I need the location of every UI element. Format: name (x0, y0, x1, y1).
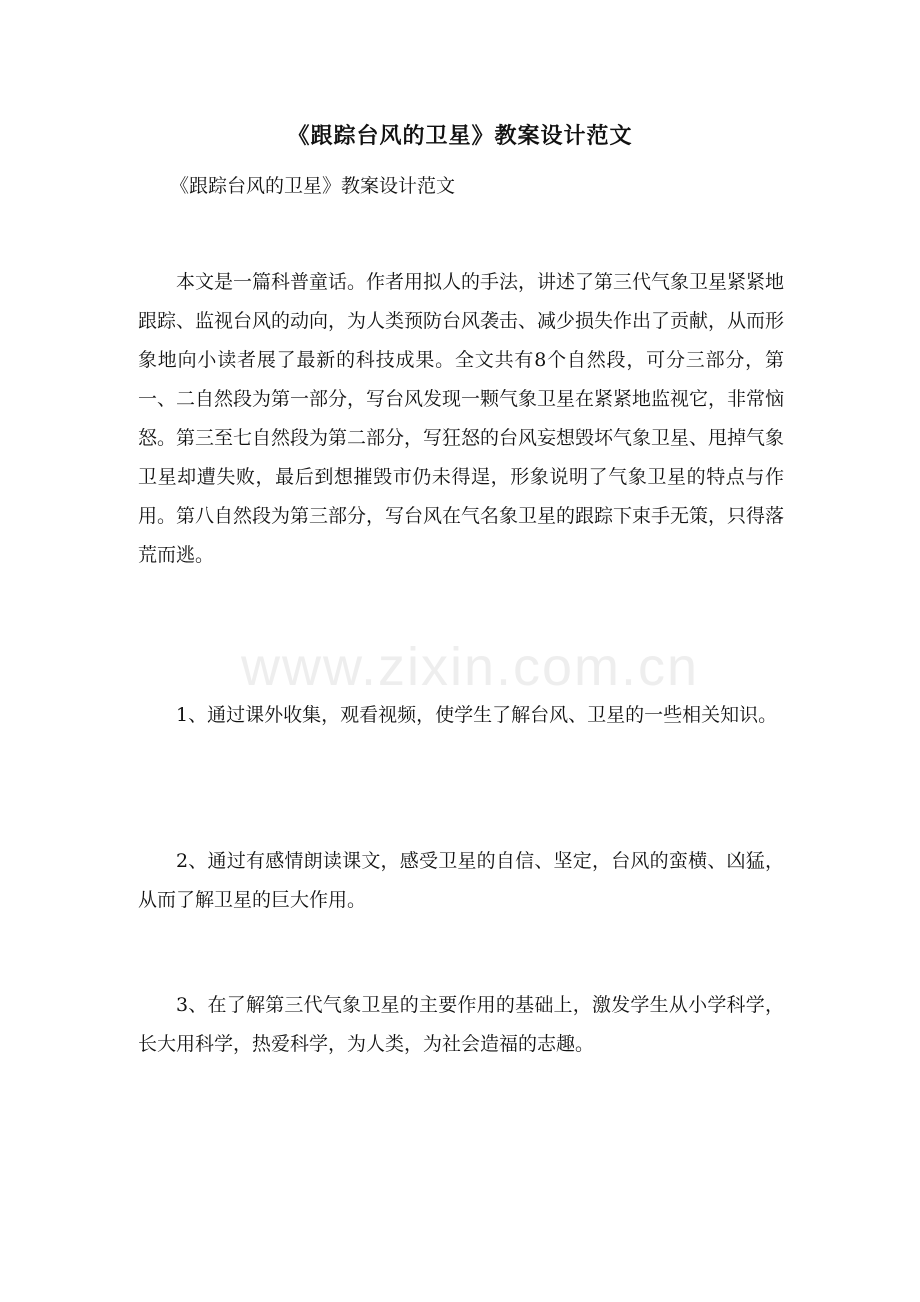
goal-paragraph-3: 3、在了解第三代气象卫星的主要作用的基础上，激发学生从小学科学，长大用科学，热爱科学，为人类，为社会造福的志趣。 (138, 994, 784, 1055)
watermark: www.zixin.com.cn (240, 637, 700, 697)
document-subtitle: 《跟踪台风的卫星》教案设计范文 (170, 175, 456, 197)
document-title: 《跟踪台风的卫星》教案设计范文 (287, 123, 633, 149)
goal-paragraph-2: 2、通过有感情朗读课文，感受卫星的自信、坚定，台风的蛮横、凶猛，从而了解卫星的巨大作用。 (138, 850, 784, 911)
intro-paragraph: 本文是一篇科普童话。作者用拟人的手法，讲述了第三代气象卫星紧紧地跟踪、监视台风的动向，为人类预防台风袭击、减少损失作出了贡献，从而形象地向小读者展了最新的科技成果。全文共有8个自然段，可分三部分，第一、二自然段为第一部分，写台风发现一颗气象卫星在紧紧地监视它，非常恼怒。第三至七自然段为第二部分，写狂怒的台风妄想毁坏气象卫星、甩掉气象卫星却遭失败，最后到想摧毁市仍未得逞，形象说明了气象卫星的特点与作用。第八自然段为第三部分，写台风在气名象卫星的跟踪下束手无策，只得落荒而逃。 (138, 271, 785, 566)
goal-paragraph-1: 1、通过课外收集，观看视频，使学生了解台风、卫星的一些相关知识。 (176, 704, 778, 726)
